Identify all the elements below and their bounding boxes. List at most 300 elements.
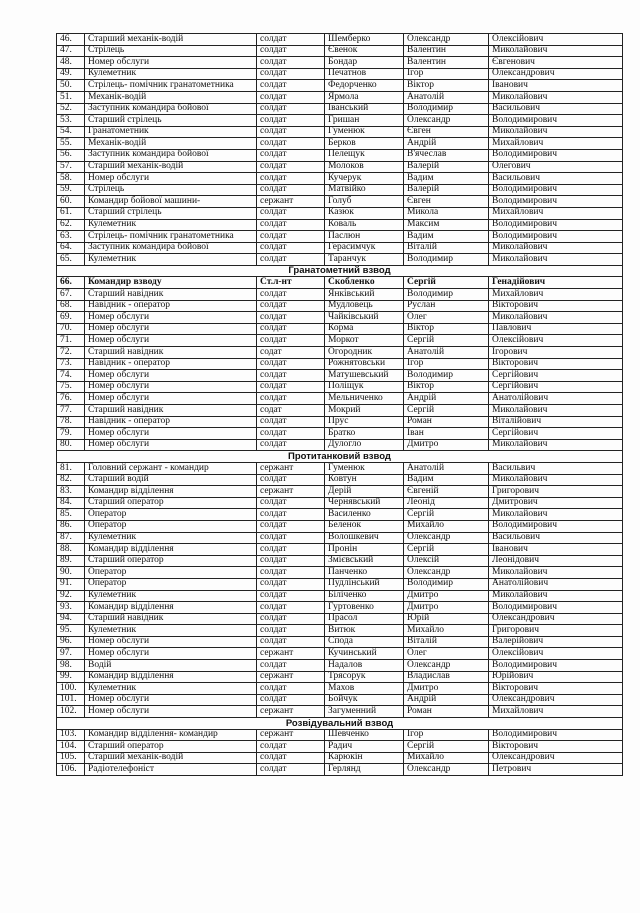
- patronymic-cell: Євгенович: [489, 57, 623, 69]
- row-number-cell: 61.: [57, 207, 85, 219]
- surname-cell: Мельниченко: [325, 393, 404, 405]
- position-cell: Стрілець- помічник гранатометника: [85, 80, 257, 92]
- position-cell: Командир відділення: [85, 602, 257, 614]
- position-cell: Номер обслуги: [85, 636, 257, 648]
- row-number-cell: 76.: [57, 393, 85, 405]
- rank-cell: солдат: [257, 532, 325, 544]
- surname-cell: Ковтун: [325, 474, 404, 486]
- surname-cell: Братко: [325, 428, 404, 440]
- rank-cell: солдат: [257, 509, 325, 521]
- surname-cell: Махов: [325, 683, 404, 695]
- surname-cell: Волошкевич: [325, 532, 404, 544]
- patronymic-cell: Васильвич: [489, 462, 623, 474]
- patronymic-cell: Валерійович: [489, 636, 623, 648]
- patronymic-cell: Володимирович: [489, 196, 623, 208]
- section-title: Розвідувальний взвод: [57, 718, 623, 730]
- patronymic-cell: Миколайович: [489, 439, 623, 451]
- surname-cell: Змієвський: [325, 555, 404, 567]
- patronymic-cell: Вікторович: [489, 741, 623, 753]
- rank-cell: солдат: [257, 289, 325, 301]
- surname-cell: Чайківський: [325, 312, 404, 324]
- position-cell: Командир бойової машини-: [85, 196, 257, 208]
- rank-cell: солдат: [257, 323, 325, 335]
- patronymic-cell: Сергійович: [489, 381, 623, 393]
- surname-cell: Пронін: [325, 544, 404, 556]
- table-row: [57, 57, 623, 69]
- patronymic-cell: Михайлович: [489, 138, 623, 150]
- row-number-cell: 90.: [57, 567, 85, 579]
- row-number-cell: 52.: [57, 103, 85, 115]
- surname-cell: Гуменюк: [325, 126, 404, 138]
- position-cell: Заступник командира бойової: [85, 242, 257, 254]
- surname-cell: Казюк: [325, 207, 404, 219]
- position-cell: Старший оператор: [85, 741, 257, 753]
- rank-cell: солдат: [257, 91, 325, 103]
- first-name-cell: Олександр: [404, 567, 489, 579]
- patronymic-cell: Віталійович: [489, 416, 623, 428]
- rank-cell: солдат: [257, 764, 325, 776]
- patronymic-cell: Вікторович: [489, 683, 623, 695]
- position-cell: Старший оператор: [85, 497, 257, 509]
- first-name-cell: Сергій: [404, 335, 489, 347]
- patronymic-cell: Володимирович: [489, 520, 623, 532]
- table-row: [57, 706, 623, 718]
- rank-cell: солдат: [257, 45, 325, 57]
- patronymic-cell: Михайлович: [489, 289, 623, 301]
- first-name-cell: Сергій: [404, 405, 489, 417]
- rank-cell: солдат: [257, 161, 325, 173]
- first-name-cell: Дмитро: [404, 590, 489, 602]
- table-row: [57, 312, 623, 324]
- surname-cell: Кучинський: [325, 648, 404, 660]
- position-cell: Кулеметник: [85, 683, 257, 695]
- patronymic-cell: Павлович: [489, 323, 623, 335]
- row-number-cell: 91.: [57, 578, 85, 590]
- patronymic-cell: Анатолійович: [489, 393, 623, 405]
- rank-cell: солдат: [257, 80, 325, 92]
- position-cell: Командир відділення- командир: [85, 729, 257, 741]
- position-cell: Номер обслуги: [85, 393, 257, 405]
- rank-cell: солдат: [257, 370, 325, 382]
- first-name-cell: Роман: [404, 416, 489, 428]
- row-number-cell: 86.: [57, 520, 85, 532]
- patronymic-cell: Олексійович: [489, 34, 623, 46]
- row-number-cell: 80.: [57, 439, 85, 451]
- position-cell: Радіотелефоніст: [85, 764, 257, 776]
- row-number-cell: 55.: [57, 138, 85, 150]
- surname-cell: Загуменний: [325, 706, 404, 718]
- row-number-cell: 73.: [57, 358, 85, 370]
- rank-cell: сержант: [257, 729, 325, 741]
- row-number-cell: 84.: [57, 497, 85, 509]
- table-row: [57, 683, 623, 695]
- position-cell: Номер обслуги: [85, 312, 257, 324]
- personnel-table: [56, 33, 623, 776]
- rank-cell: солдат: [257, 219, 325, 231]
- rank-cell: солдат: [257, 393, 325, 405]
- first-name-cell: Микола: [404, 207, 489, 219]
- row-number-cell: 58.: [57, 173, 85, 185]
- row-number-cell: 51.: [57, 91, 85, 103]
- patronymic-cell: Володимирович: [489, 115, 623, 127]
- table-row: [57, 752, 623, 764]
- rank-cell: солдат: [257, 68, 325, 80]
- row-number-cell: 78.: [57, 416, 85, 428]
- row-number-cell: 93.: [57, 602, 85, 614]
- row-number-cell: 77.: [57, 405, 85, 417]
- table-row: [57, 254, 623, 266]
- surname-cell: Таранчук: [325, 254, 404, 266]
- row-number-cell: 46.: [57, 34, 85, 46]
- surname-cell: Федорченко: [325, 80, 404, 92]
- surname-cell: Гуртовенко: [325, 602, 404, 614]
- row-number-cell: 98.: [57, 660, 85, 672]
- patronymic-cell: Миколайович: [489, 254, 623, 266]
- patronymic-cell: Олексійович: [489, 648, 623, 660]
- row-number-cell: 79.: [57, 428, 85, 440]
- position-cell: Навідник - оператор: [85, 358, 257, 370]
- section-header-row: [57, 718, 623, 730]
- surname-cell: Пелещук: [325, 149, 404, 161]
- patronymic-cell: Володимирович: [489, 231, 623, 243]
- position-cell: Номер обслуги: [85, 370, 257, 382]
- row-number-cell: 74.: [57, 370, 85, 382]
- rank-cell: солдат: [257, 544, 325, 556]
- row-number-cell: 97.: [57, 648, 85, 660]
- first-name-cell: Володимир: [404, 370, 489, 382]
- rank-cell: солдат: [257, 138, 325, 150]
- surname-cell: Дулогло: [325, 439, 404, 451]
- surname-cell: Мудловець: [325, 300, 404, 312]
- position-cell: Командир відділення: [85, 671, 257, 683]
- patronymic-cell: Олександрович: [489, 613, 623, 625]
- patronymic-cell: Миколайович: [489, 45, 623, 57]
- patronymic-cell: Миколайович: [489, 474, 623, 486]
- patronymic-cell: Володимирович: [489, 660, 623, 672]
- table-row: [57, 335, 623, 347]
- section-title: Гранатометний взвод: [57, 265, 623, 277]
- table-row: [57, 532, 623, 544]
- surname-cell: Мокрий: [325, 405, 404, 417]
- position-cell: Номер обслуги: [85, 648, 257, 660]
- surname-cell: Корма: [325, 323, 404, 335]
- table-row: [57, 80, 623, 92]
- position-cell: Номер обслуги: [85, 428, 257, 440]
- first-name-cell: Дмитро: [404, 683, 489, 695]
- first-name-cell: Андрій: [404, 138, 489, 150]
- rank-cell: солдат: [257, 578, 325, 590]
- surname-cell: Кучерук: [325, 173, 404, 185]
- table-row: [57, 173, 623, 185]
- first-name-cell: Ігор: [404, 729, 489, 741]
- rank-cell: солдат: [257, 231, 325, 243]
- first-name-cell: Володимир: [404, 254, 489, 266]
- surname-cell: Пудлінський: [325, 578, 404, 590]
- first-name-cell: Дмитро: [404, 602, 489, 614]
- first-name-cell: Сергій: [404, 741, 489, 753]
- surname-cell: Паслюн: [325, 231, 404, 243]
- first-name-cell: Володимир: [404, 289, 489, 301]
- first-name-cell: Віталій: [404, 242, 489, 254]
- rank-cell: солдат: [257, 381, 325, 393]
- table-row: [57, 729, 623, 741]
- row-number-cell: 72.: [57, 347, 85, 359]
- table-row: [57, 277, 623, 289]
- table-row: [57, 474, 623, 486]
- position-cell: Водій: [85, 660, 257, 672]
- position-cell: Заступник командира бойової: [85, 149, 257, 161]
- table-row: [57, 45, 623, 57]
- first-name-cell: Олександр: [404, 764, 489, 776]
- first-name-cell: Євген: [404, 126, 489, 138]
- patronymic-cell: Васильович: [489, 532, 623, 544]
- position-cell: Кулеметник: [85, 219, 257, 231]
- patronymic-cell: Васильович: [489, 173, 623, 185]
- table-row: [57, 578, 623, 590]
- position-cell: Номер обслуги: [85, 57, 257, 69]
- first-name-cell: Олександр: [404, 660, 489, 672]
- table-row: [57, 613, 623, 625]
- row-number-cell: 95.: [57, 625, 85, 637]
- patronymic-cell: Васильович: [489, 103, 623, 115]
- position-cell: Старший навідник: [85, 405, 257, 417]
- surname-cell: Чернявський: [325, 497, 404, 509]
- surname-cell: Ярмола: [325, 91, 404, 103]
- rank-cell: солдат: [257, 520, 325, 532]
- patronymic-cell: Григорович: [489, 486, 623, 498]
- table-row: [57, 242, 623, 254]
- surname-cell: Печатнов: [325, 68, 404, 80]
- rank-cell: солдат: [257, 149, 325, 161]
- first-name-cell: Олександр: [404, 34, 489, 46]
- row-number-cell: 56.: [57, 149, 85, 161]
- first-name-cell: Валерій: [404, 161, 489, 173]
- surname-cell: Моркот: [325, 335, 404, 347]
- first-name-cell: Іван: [404, 428, 489, 440]
- position-cell: Кулеметник: [85, 68, 257, 80]
- surname-cell: Рожнятовськи: [325, 358, 404, 370]
- row-number-cell: 67.: [57, 289, 85, 301]
- row-number-cell: 69.: [57, 312, 85, 324]
- position-cell: Номер обслуги: [85, 323, 257, 335]
- row-number-cell: 85.: [57, 509, 85, 521]
- first-name-cell: Вадим: [404, 474, 489, 486]
- first-name-cell: Руслан: [404, 300, 489, 312]
- surname-cell: Герасимчук: [325, 242, 404, 254]
- position-cell: Навідник - оператор: [85, 300, 257, 312]
- rank-cell: солдат: [257, 683, 325, 695]
- patronymic-cell: Анатолійович: [489, 578, 623, 590]
- table-row: [57, 567, 623, 579]
- surname-cell: Матвійко: [325, 184, 404, 196]
- patronymic-cell: Генадійович: [489, 277, 623, 289]
- table-row: [57, 544, 623, 556]
- table-row: [57, 741, 623, 753]
- rank-cell: солдат: [257, 752, 325, 764]
- first-name-cell: Віктор: [404, 80, 489, 92]
- surname-cell: Прасол: [325, 613, 404, 625]
- patronymic-cell: Вікторович: [489, 358, 623, 370]
- patronymic-cell: Михайлович: [489, 207, 623, 219]
- rank-cell: солдат: [257, 625, 325, 637]
- table-row: [57, 161, 623, 173]
- position-cell: Механік-водій: [85, 91, 257, 103]
- position-cell: Старший механік-водій: [85, 161, 257, 173]
- surname-cell: Шевченко: [325, 729, 404, 741]
- rank-cell: солдат: [257, 103, 325, 115]
- patronymic-cell: Миколайович: [489, 126, 623, 138]
- row-number-cell: 106.: [57, 764, 85, 776]
- first-name-cell: Ігор: [404, 68, 489, 80]
- patronymic-cell: Володимирович: [489, 184, 623, 196]
- rank-cell: содат: [257, 405, 325, 417]
- first-name-cell: Ігор: [404, 358, 489, 370]
- first-name-cell: В'ячеслав: [404, 149, 489, 161]
- position-cell: Старший навідник: [85, 289, 257, 301]
- surname-cell: Василенко: [325, 509, 404, 521]
- table-row: [57, 138, 623, 150]
- position-cell: Кулеметник: [85, 254, 257, 266]
- first-name-cell: Максим: [404, 219, 489, 231]
- first-name-cell: Дмитро: [404, 439, 489, 451]
- rank-cell: солдат: [257, 416, 325, 428]
- position-cell: Командир взводу: [85, 277, 257, 289]
- position-cell: Кулеметник: [85, 532, 257, 544]
- table-row: [57, 68, 623, 80]
- rank-cell: Ст.л-нт: [257, 277, 325, 289]
- position-cell: Оператор: [85, 567, 257, 579]
- surname-cell: Поліщук: [325, 381, 404, 393]
- position-cell: Гранатометник: [85, 126, 257, 138]
- row-number-cell: 94.: [57, 613, 85, 625]
- surname-cell: Голуб: [325, 196, 404, 208]
- first-name-cell: Вадим: [404, 231, 489, 243]
- surname-cell: Радич: [325, 741, 404, 753]
- row-number-cell: 99.: [57, 671, 85, 683]
- patronymic-cell: Олександрович: [489, 752, 623, 764]
- surname-cell: Бондар: [325, 57, 404, 69]
- row-number-cell: 47.: [57, 45, 85, 57]
- table-row: [57, 439, 623, 451]
- patronymic-cell: Юрійович: [489, 671, 623, 683]
- surname-cell: Карюкін: [325, 752, 404, 764]
- patronymic-cell: Олексійович: [489, 335, 623, 347]
- table-row: [57, 370, 623, 382]
- row-number-cell: 60.: [57, 196, 85, 208]
- table-row: [57, 393, 623, 405]
- position-cell: Старший водій: [85, 474, 257, 486]
- row-number-cell: 102.: [57, 706, 85, 718]
- first-name-cell: Володимир: [404, 578, 489, 590]
- surname-cell: Спода: [325, 636, 404, 648]
- row-number-cell: 57.: [57, 161, 85, 173]
- first-name-cell: Анатолій: [404, 91, 489, 103]
- row-number-cell: 101.: [57, 694, 85, 706]
- patronymic-cell: Миколайович: [489, 590, 623, 602]
- first-name-cell: Валентин: [404, 45, 489, 57]
- position-cell: Старший механік-водій: [85, 752, 257, 764]
- first-name-cell: Роман: [404, 706, 489, 718]
- rank-cell: солдат: [257, 474, 325, 486]
- patronymic-cell: Володимирович: [489, 729, 623, 741]
- rank-cell: солдат: [257, 660, 325, 672]
- surname-cell: Надалов: [325, 660, 404, 672]
- table-row: [57, 428, 623, 440]
- surname-cell: Матушевський: [325, 370, 404, 382]
- table-row: [57, 694, 623, 706]
- first-name-cell: Сергій: [404, 509, 489, 521]
- table-row: [57, 486, 623, 498]
- position-cell: Навідник - оператор: [85, 416, 257, 428]
- surname-cell: Коваль: [325, 219, 404, 231]
- first-name-cell: Вадим: [404, 173, 489, 185]
- rank-cell: солдат: [257, 590, 325, 602]
- table-row: [57, 416, 623, 428]
- rank-cell: солдат: [257, 613, 325, 625]
- row-number-cell: 81.: [57, 462, 85, 474]
- row-number-cell: 71.: [57, 335, 85, 347]
- position-cell: Номер обслуги: [85, 381, 257, 393]
- table-row: [57, 636, 623, 648]
- row-number-cell: 105.: [57, 752, 85, 764]
- row-number-cell: 104.: [57, 741, 85, 753]
- table-row: [57, 115, 623, 127]
- rank-cell: солдат: [257, 184, 325, 196]
- position-cell: Оператор: [85, 578, 257, 590]
- row-number-cell: 59.: [57, 184, 85, 196]
- patronymic-cell: Миколайович: [489, 312, 623, 324]
- first-name-cell: Юрій: [404, 613, 489, 625]
- position-cell: Головний сержант - командир: [85, 462, 257, 474]
- rank-cell: солдат: [257, 115, 325, 127]
- first-name-cell: Андрій: [404, 694, 489, 706]
- table-row: [57, 555, 623, 567]
- row-number-cell: 53.: [57, 115, 85, 127]
- position-cell: Старший навідник: [85, 613, 257, 625]
- first-name-cell: Віктор: [404, 323, 489, 335]
- row-number-cell: 88.: [57, 544, 85, 556]
- position-cell: Стрілець: [85, 184, 257, 196]
- table-row: [57, 196, 623, 208]
- patronymic-cell: Миколайович: [489, 242, 623, 254]
- surname-cell: Скобленко: [325, 277, 404, 289]
- patronymic-cell: Іванович: [489, 544, 623, 556]
- rank-cell: сержант: [257, 706, 325, 718]
- table-row: [57, 590, 623, 602]
- first-name-cell: Валентин: [404, 57, 489, 69]
- rank-cell: солдат: [257, 34, 325, 46]
- rank-cell: сержант: [257, 462, 325, 474]
- first-name-cell: Євген: [404, 196, 489, 208]
- section-header-row: [57, 451, 623, 463]
- surname-cell: Молоков: [325, 161, 404, 173]
- patronymic-cell: Олегович: [489, 161, 623, 173]
- first-name-cell: Анатолій: [404, 347, 489, 359]
- row-number-cell: 103.: [57, 729, 85, 741]
- row-number-cell: 65.: [57, 254, 85, 266]
- position-cell: Оператор: [85, 520, 257, 532]
- surname-cell: Бойчук: [325, 694, 404, 706]
- surname-cell: Гуменюк: [325, 462, 404, 474]
- patronymic-cell: Миколайович: [489, 509, 623, 521]
- first-name-cell: Євгеній: [404, 486, 489, 498]
- row-number-cell: 49.: [57, 68, 85, 80]
- table-row: [57, 34, 623, 46]
- position-cell: Кулеметник: [85, 625, 257, 637]
- table-row: [57, 126, 623, 138]
- position-cell: Старший стрілець: [85, 115, 257, 127]
- first-name-cell: Сергій: [404, 544, 489, 556]
